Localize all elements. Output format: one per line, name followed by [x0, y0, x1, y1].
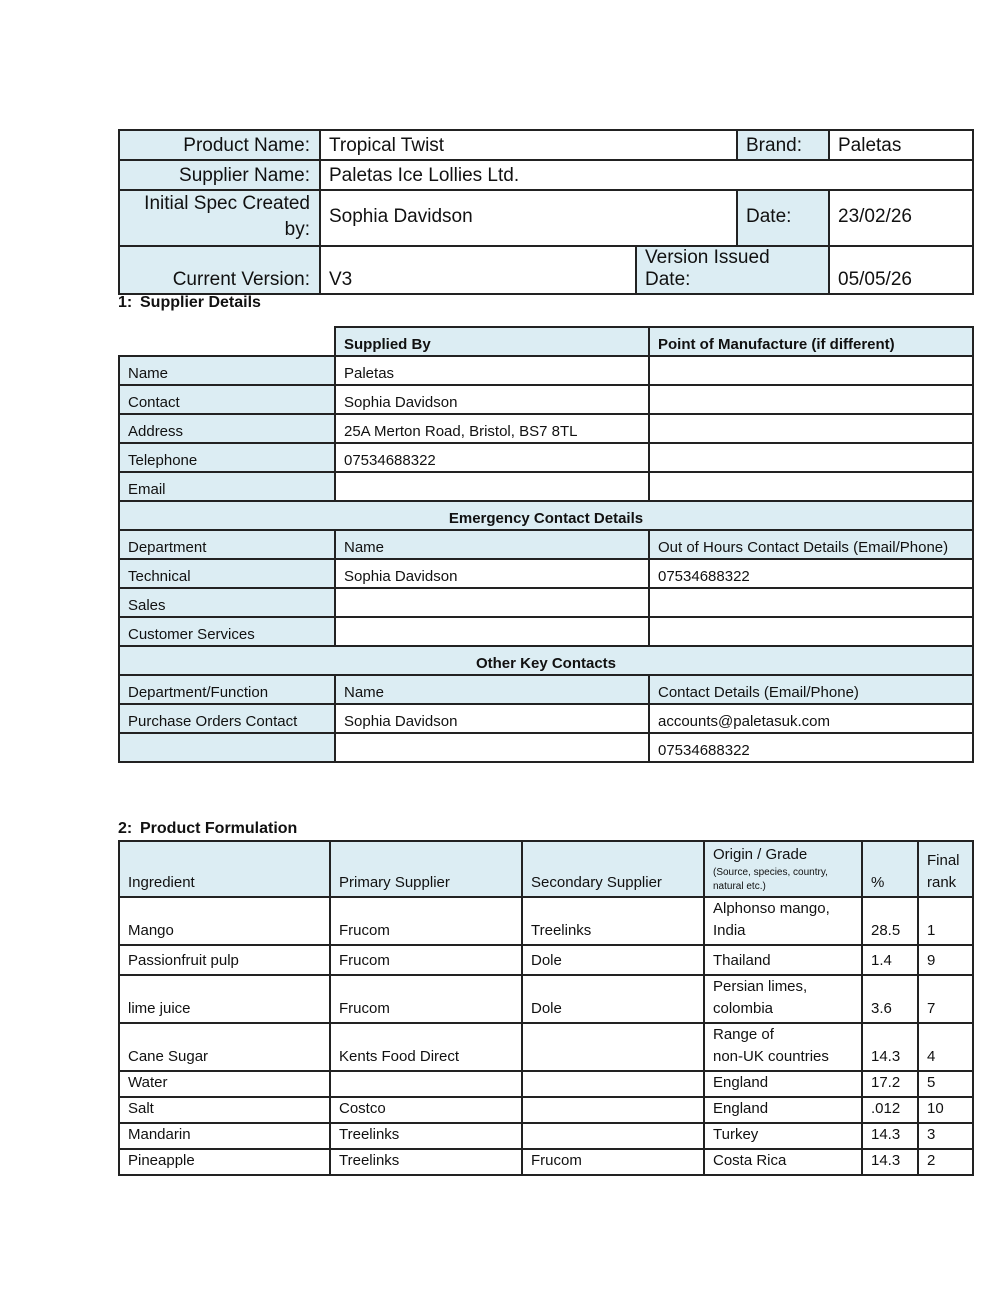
name-cell [335, 733, 649, 762]
date-label: Date: [737, 190, 829, 246]
row-label: Contact [119, 385, 335, 414]
secondary-cell: Dole [522, 975, 704, 1023]
origin-cell: Alphonso mango, India [704, 897, 862, 945]
origin-cell: England [704, 1071, 862, 1097]
pom-cell [649, 414, 973, 443]
brand-value: Paletas [829, 130, 973, 160]
table-row [119, 1023, 973, 1071]
ingredient-cell: Mango [119, 897, 330, 945]
percent-cell: 14.3 [862, 1149, 918, 1175]
department-cell [119, 733, 335, 762]
date-value: 23/02/26 [829, 190, 973, 246]
name-cell: Sophia Davidson [335, 559, 649, 588]
table-row [119, 414, 973, 443]
name-cell [335, 588, 649, 617]
secondary-cell [522, 1123, 704, 1149]
header-ingredient: Ingredient [119, 841, 330, 897]
header-final-rank: Final rank [918, 841, 973, 897]
origin-cell: Range of non-UK countries [704, 1023, 862, 1071]
current-version-value: V3 [320, 246, 636, 294]
primary-cell: Treelinks [330, 1123, 522, 1149]
product-header-table [118, 129, 974, 295]
rank-cell: 7 [918, 975, 973, 1023]
table-row [119, 443, 973, 472]
header-percent: % [862, 841, 918, 897]
col-supplied-by: Supplied By [335, 327, 649, 356]
brand-label: Brand: [737, 130, 829, 160]
rank-cell: 10 [918, 1097, 973, 1123]
name-cell [335, 617, 649, 646]
initial-spec-label: Initial Spec Created by: [119, 190, 320, 246]
table-row [119, 617, 973, 646]
other-contacts-heading: Other Key Contacts [119, 646, 973, 675]
ingredient-cell: Cane Sugar [119, 1023, 330, 1071]
other-header-name: Name [335, 675, 649, 704]
primary-cell: Treelinks [330, 1149, 522, 1175]
name-cell: Sophia Davidson [335, 704, 649, 733]
product-formulation-table [118, 840, 974, 1176]
rank-cell: 9 [918, 945, 973, 975]
ingredient-cell: Passionfruit pulp [119, 945, 330, 975]
origin-cell: Thailand [704, 945, 862, 975]
secondary-cell [522, 1023, 704, 1071]
contact-cell: 07534688322 [649, 733, 973, 762]
emergency-header-contact: Out of Hours Contact Details (Email/Phone) [649, 530, 973, 559]
other-header-department: Department/Function [119, 675, 335, 704]
pom-cell [649, 356, 973, 385]
percent-cell: 17.2 [862, 1071, 918, 1097]
secondary-cell: Dole [522, 945, 704, 975]
empty-corner [119, 327, 335, 356]
percent-cell: 14.3 [862, 1123, 918, 1149]
table-row [119, 588, 973, 617]
table-row [119, 704, 973, 733]
emergency-header-department: Department [119, 530, 335, 559]
rank-cell: 5 [918, 1071, 973, 1097]
rank-cell: 4 [918, 1023, 973, 1071]
primary-cell: Costco [330, 1097, 522, 1123]
table-row [119, 385, 973, 414]
product-name-value: Tropical Twist [320, 130, 737, 160]
contact-cell [649, 588, 973, 617]
table-row [119, 945, 973, 975]
version-issued-value: 05/05/26 [829, 246, 973, 294]
col-point-of-manufacture: Point of Manufacture (if different) [649, 327, 973, 356]
contact-cell [649, 617, 973, 646]
emergency-header-name: Name [335, 530, 649, 559]
origin-cell: Persian limes, colombia [704, 975, 862, 1023]
initial-spec-value: Sophia Davidson [320, 190, 737, 246]
table-row [119, 1097, 973, 1123]
contact-cell: accounts@paletasuk.com [649, 704, 973, 733]
primary-cell: Kents Food Direct [330, 1023, 522, 1071]
ingredient-cell: Salt [119, 1097, 330, 1123]
percent-cell: 14.3 [862, 1023, 918, 1071]
product-name-label: Product Name: [119, 130, 320, 160]
ingredient-cell: Mandarin [119, 1123, 330, 1149]
row-label: Email [119, 472, 335, 501]
percent-cell: 1.4 [862, 945, 918, 975]
supplied-by-cell: 07534688322 [335, 443, 649, 472]
primary-cell [330, 1071, 522, 1097]
secondary-cell [522, 1097, 704, 1123]
table-row [119, 1149, 973, 1175]
department-cell: Customer Services [119, 617, 335, 646]
table-row [119, 1123, 973, 1149]
table-row [119, 975, 973, 1023]
supplied-by-cell [335, 472, 649, 501]
table-row [119, 733, 973, 762]
supplied-by-cell: Sophia Davidson [335, 385, 649, 414]
rank-cell: 1 [918, 897, 973, 945]
pom-cell [649, 443, 973, 472]
ingredient-cell: lime juice [119, 975, 330, 1023]
table-row [119, 1071, 973, 1097]
supplied-by-cell: Paletas [335, 356, 649, 385]
supplied-by-cell: 25A Merton Road, Bristol, BS7 8TL [335, 414, 649, 443]
secondary-cell [522, 1071, 704, 1097]
other-header-contact: Contact Details (Email/Phone) [649, 675, 973, 704]
table-row [119, 356, 973, 385]
header-secondary-supplier: Secondary Supplier [522, 841, 704, 897]
row-label: Address [119, 414, 335, 443]
primary-cell: Frucom [330, 975, 522, 1023]
pom-cell [649, 385, 973, 414]
pom-cell [649, 472, 973, 501]
table-row [119, 897, 973, 945]
section-2-title: 2: Product Formulation [118, 820, 298, 837]
primary-cell: Frucom [330, 945, 522, 975]
primary-cell: Frucom [330, 897, 522, 945]
rank-cell: 2 [918, 1149, 973, 1175]
section-1-title: 1: Supplier Details [118, 294, 261, 311]
emergency-contact-heading: Emergency Contact Details [119, 501, 973, 530]
supplier-name-label: Supplier Name: [119, 160, 320, 190]
department-cell: Sales [119, 588, 335, 617]
ingredient-cell: Pineapple [119, 1149, 330, 1175]
rank-cell: 3 [918, 1123, 973, 1149]
current-version-label: Current Version: [119, 246, 320, 294]
percent-cell: .012 [862, 1097, 918, 1123]
origin-cell: Turkey [704, 1123, 862, 1149]
contact-cell: 07534688322 [649, 559, 973, 588]
department-cell: Purchase Orders Contact [119, 704, 335, 733]
header-origin-grade: Origin / Grade (Source, species, country, natural etc.) [704, 841, 862, 897]
table-row [119, 559, 973, 588]
supplier-details-table [118, 326, 974, 763]
header-primary-supplier: Primary Supplier [330, 841, 522, 897]
row-label: Telephone [119, 443, 335, 472]
ingredient-cell: Water [119, 1071, 330, 1097]
secondary-cell: Frucom [522, 1149, 704, 1175]
origin-cell: England [704, 1097, 862, 1123]
percent-cell: 3.6 [862, 975, 918, 1023]
row-label: Name [119, 356, 335, 385]
department-cell: Technical [119, 559, 335, 588]
origin-cell: Costa Rica [704, 1149, 862, 1175]
version-issued-label: Version Issued Date: [636, 246, 829, 294]
table-row [119, 472, 973, 501]
percent-cell: 28.5 [862, 897, 918, 945]
secondary-cell: Treelinks [522, 897, 704, 945]
supplier-name-value: Paletas Ice Lollies Ltd. [320, 160, 973, 190]
